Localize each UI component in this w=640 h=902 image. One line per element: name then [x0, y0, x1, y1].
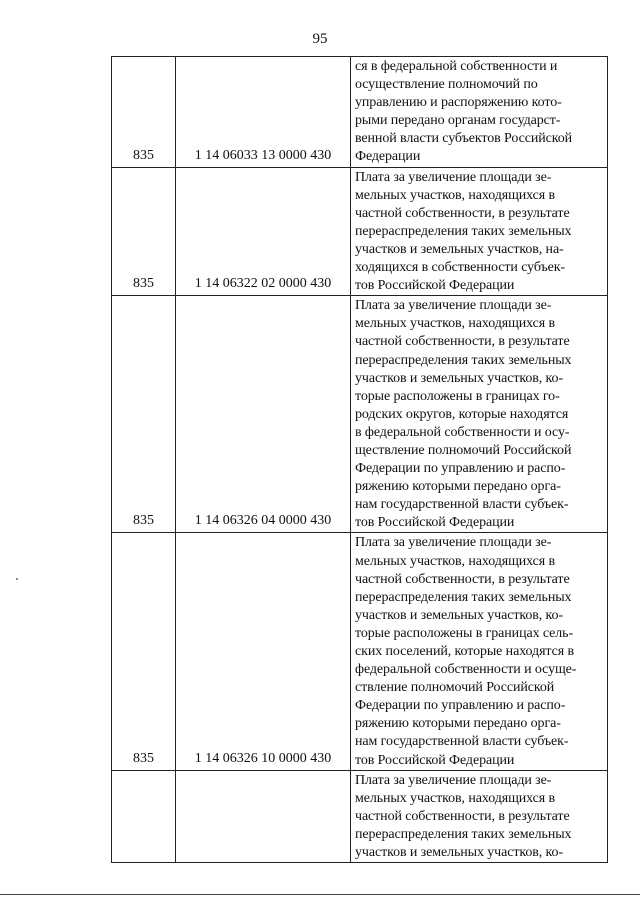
- description-cell: ся в федеральной собственности и осуществление полномочий по управлению и распоряжению кото- рыми передано органам государст- венной власти субъектов Российской Федерации: [351, 57, 608, 168]
- page-bottom-rule: [0, 894, 640, 895]
- admin-code-cell: [112, 770, 176, 862]
- table-row: [112, 296, 608, 533]
- admin-code-cell: 835: [112, 57, 176, 168]
- admin-code-cell: 835: [112, 296, 176, 533]
- scan-speck: [16, 578, 18, 580]
- budget-code-cell: 1 14 06326 10 0000 430: [176, 533, 351, 770]
- description-cell: Плата за увеличение площади зе- мельных участков, находящихся в частной собственности, в результате перераспределения таких земельных участков и земельных участков, ко-: [351, 770, 608, 862]
- admin-code-cell: 835: [112, 167, 176, 296]
- table-row: [112, 167, 608, 296]
- budget-code-cell: [176, 770, 351, 862]
- admin-code-cell: 835: [112, 533, 176, 770]
- budget-code-cell: 1 14 06326 04 0000 430: [176, 296, 351, 533]
- table-row: [112, 770, 608, 862]
- revenue-codes-table: [111, 56, 608, 863]
- table-row: [112, 533, 608, 770]
- budget-code-cell: 1 14 06322 02 0000 430: [176, 167, 351, 296]
- description-cell: Плата за увеличение площади зе- мельных участков, находящихся в частной собственности, в результате перераспределения таких земельных участков и земельных участков, на- ходящихся в собственности субъек- тов Российской Федерации: [351, 167, 608, 296]
- description-cell: Плата за увеличение площади зе- мельных участков, находящихся в частной собственности, в результате перераспределения таких земельных участков и земельных участков, ко- торые расположены в границах го- родских округов, которые находятся в федеральной собственности и осу- ществление полномочий Российской Федерации по управлению и распо- ряжению которыми передано орга- нам государственной власти субъек- тов Российской Федерации: [351, 296, 608, 533]
- page-number: 95: [312, 31, 328, 47]
- description-cell: Плата за увеличение площади зе- мельных участков, находящихся в частной собственности, в результате перераспределения таких земельных участков и земельных участков, ко- торые расположены в границах сель- ских поселений, которые находятся в федеральной собственности и осуще- ствление полномочий Российской Федерации по управлению и распо- ряжению которыми передано орга- нам государственной власти субъек- тов Российской Федерации: [351, 533, 608, 770]
- budget-code-cell: 1 14 06033 13 0000 430: [176, 57, 351, 168]
- table-row: [112, 57, 608, 168]
